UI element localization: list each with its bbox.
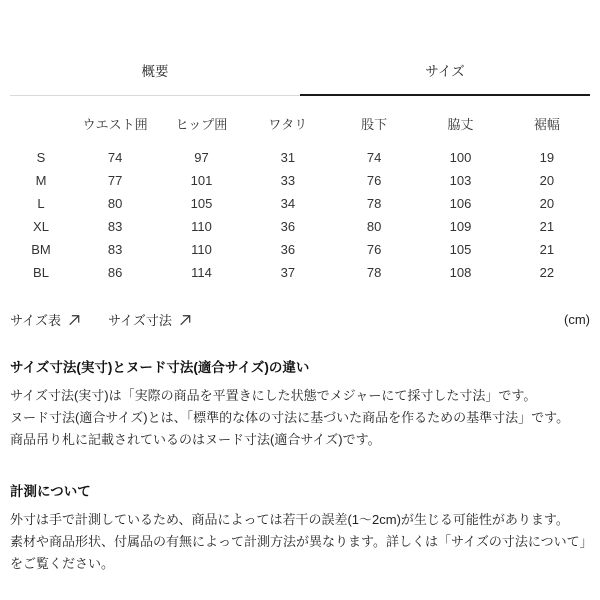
table-cell: 34 — [280, 196, 296, 211]
tab-size[interactable] — [300, 60, 590, 96]
table-row — [10, 215, 590, 238]
column-header-hem-width: 裾幅 — [533, 117, 560, 132]
table-cell: 74 — [366, 150, 382, 165]
section-text-line: 素材や商品形状、付属品の有無によって計測方法が異なります。詳しくは「サイズの寸法について」をご覧ください。 — [10, 534, 587, 571]
tab-overview-label: 概要 — [141, 64, 169, 79]
tab-overview[interactable] — [10, 60, 300, 96]
tab-size-label: サイズ — [425, 64, 465, 79]
table-cell: 74 — [107, 150, 123, 165]
table-cell: 20 — [539, 196, 555, 211]
table-cell: 37 — [280, 265, 296, 280]
section-heading: サイズ寸法(実寸)とヌード寸法(適合サイズ)の違い — [10, 360, 310, 375]
column-header-waist: ウエスト囲 — [82, 117, 148, 132]
table-cell: 109 — [449, 219, 472, 234]
column-header-inseam: 股下 — [361, 117, 388, 132]
section-text-line: 商品吊り札に記載されているのはヌード寸法(適合サイズ)です。 — [10, 432, 381, 447]
size-table — [10, 112, 590, 284]
column-header-thigh: ワタリ — [268, 117, 308, 132]
table-cell: 80 — [107, 196, 123, 211]
table-row — [10, 169, 590, 192]
table-cell: 76 — [366, 173, 382, 188]
section-heading: 計測について — [10, 484, 91, 499]
table-cell: 76 — [366, 242, 382, 257]
table-row — [10, 261, 590, 284]
table-cell: 31 — [280, 150, 296, 165]
table-cell: 20 — [539, 173, 555, 188]
table-links-row — [10, 310, 590, 329]
size-measurement-link-label: サイズ寸法 — [107, 313, 172, 328]
table-cell: 21 — [539, 242, 555, 257]
table-cell: 22 — [539, 265, 555, 280]
table-cell: 78 — [366, 196, 382, 211]
table-cell: 114 — [191, 265, 212, 280]
table-cell: 83 — [107, 219, 123, 234]
size-measurement-link[interactable] — [108, 310, 191, 329]
size-label: BL — [33, 265, 49, 280]
size-label: M — [35, 173, 47, 188]
table-row — [10, 192, 590, 215]
external-link-arrow-icon — [68, 314, 80, 326]
table-cell: 36 — [280, 219, 296, 234]
unit-label: (cm) — [564, 312, 590, 327]
table-cell: 103 — [449, 173, 472, 188]
table-cell: 97 — [194, 150, 209, 165]
table-cell: 101 — [190, 173, 213, 188]
column-header-side-length: 脇丈 — [447, 117, 474, 132]
table-cell: 80 — [366, 219, 382, 234]
section-text-line: 外寸は手で計測しているため、商品によっては若干の誤差(1〜2cm)が生じる可能性があります。 — [10, 512, 569, 527]
table-cell: 33 — [280, 173, 296, 188]
table-cell: 36 — [280, 242, 296, 257]
table-cell: 83 — [107, 242, 123, 257]
table-row — [10, 146, 590, 169]
size-chart-link[interactable] — [10, 310, 80, 329]
section-text-line: サイズ寸法(実寸)は「実際の商品を平置きにした状態でメジャーにて採寸した寸法」です。 — [10, 388, 537, 403]
table-cell: 105 — [190, 196, 213, 211]
size-label: XL — [33, 219, 49, 234]
table-row — [10, 238, 590, 261]
column-header-hip: ヒップ囲 — [175, 117, 228, 132]
table-cell: 77 — [107, 173, 123, 188]
table-cell: 78 — [366, 265, 382, 280]
table-cell: 105 — [449, 242, 472, 257]
table-cell: 100 — [449, 150, 472, 165]
size-chart-link-label: サイズ表 — [10, 313, 61, 328]
table-cell: 21 — [539, 219, 555, 234]
size-label: S — [36, 150, 46, 165]
table-cell: 108 — [449, 265, 472, 280]
section-size-vs-nude — [10, 356, 590, 451]
external-link-arrow-icon — [179, 314, 191, 326]
size-label: BM — [31, 242, 51, 257]
section-text-line: ヌード寸法(適合サイズ)とは、「標準的な体の寸法に基づいた商品を作るための基準寸法」です。 — [10, 410, 570, 425]
table-header-row — [10, 112, 590, 135]
table-cell: 19 — [539, 150, 555, 165]
table-cell: 106 — [449, 196, 472, 211]
tab-bar — [10, 60, 590, 96]
table-cell: 110 — [191, 219, 212, 234]
table-cell: 110 — [191, 242, 212, 257]
section-about-measurement — [10, 480, 590, 575]
table-cell: 86 — [107, 265, 123, 280]
size-label: L — [37, 196, 45, 211]
